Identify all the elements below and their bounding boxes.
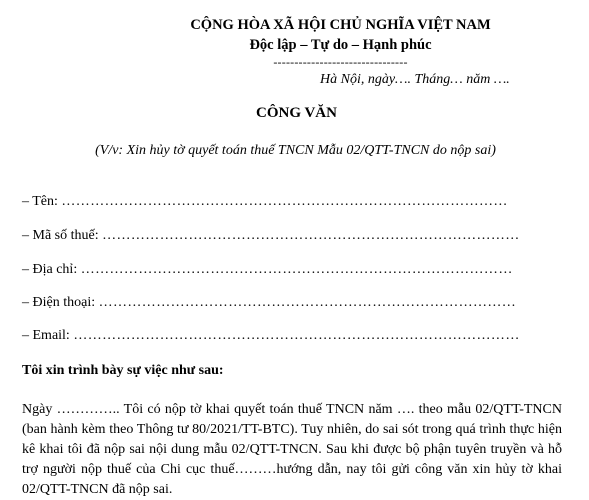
field-tax-code: [22, 228, 520, 244]
place-date: Hà Nội, ngày…. Tháng… năm ….: [320, 72, 510, 87]
field-label: – Mã số thuế:: [22, 228, 99, 243]
field-label: – Tên:: [22, 194, 58, 209]
document-subject: (V/v: Xin hủy tờ quyết toán thuế TNCN Mẫu 02/QTT-TNCN do nộp sai): [95, 143, 496, 158]
field-fill-dots: …………………………………………………………………………………: [73, 328, 520, 343]
header-separator: --------------------------------: [273, 55, 408, 69]
field-fill-dots: ……………………………………………………………………………: [102, 228, 520, 243]
field-label: – Địa chỉ:: [22, 262, 78, 277]
national-motto: Độc lập – Tự do – Hạnh phúc: [249, 37, 432, 53]
field-label: – Email:: [22, 328, 70, 343]
body-paragraph: Ngày ………….. Tôi có nộp tờ khai quyết toán thuế TNCN năm …. theo mẫu 02/QTT-TNCN (ban hành kèm theo Thông tư 80/2021/TT-BTC). Tuy nhiên, do sai sót trong quá trình thực hiện kê khai tôi đã nộp sai nội dung mẫu 02/QTT-TNCN. Sau khi được bộ phận tuyên truyền và hỗ trợ người nộp thuế của Chi cục thuế………hướng dẫn, nay tôi gửi công văn xin hủy tờ khai 02/QTT-TNCN đã nộp sai.: [22, 402, 562, 497]
document-title: CÔNG VĂN: [256, 105, 337, 121]
field-address: [22, 262, 513, 278]
field-phone: [22, 295, 516, 311]
field-fill-dots: ……………………………………………………………………………: [98, 295, 517, 310]
field-label: – Điện thoại:: [22, 295, 96, 310]
field-email: [22, 328, 520, 344]
field-fill-dots: …………………………………………………………………………………: [61, 194, 508, 209]
field-fill-dots: ………………………………………………………………………………: [80, 262, 513, 277]
field-name: [22, 194, 508, 210]
intro-heading: Tôi xin trình bày sự việc như sau:: [22, 363, 224, 378]
national-title: CỘNG HÒA XÃ HỘI CHỦ NGHĨA VIỆT NAM: [190, 17, 491, 33]
